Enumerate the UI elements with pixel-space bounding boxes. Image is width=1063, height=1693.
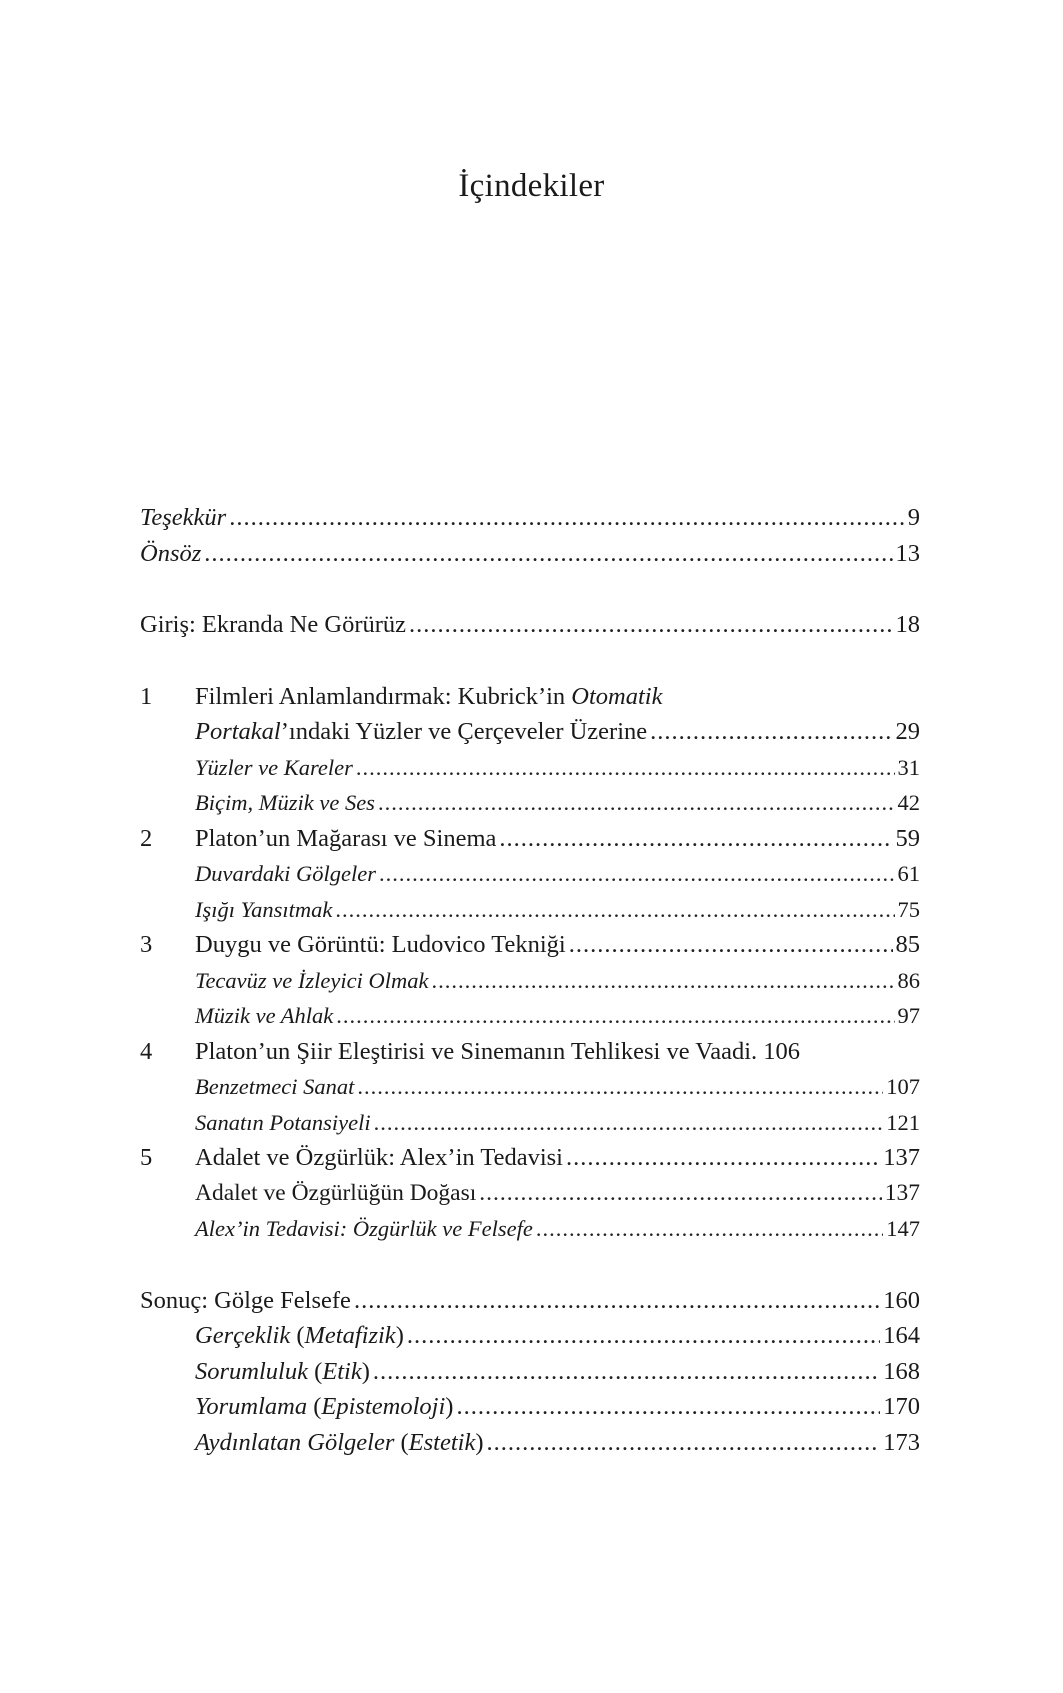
- chapter-number: 5: [140, 1144, 153, 1171]
- toc-entry-title-part: Portakal’ındaki Yüzler ve Çerçeveler Üzerine: [195, 718, 648, 745]
- leader-dots: [650, 714, 892, 750]
- toc-entry-acknowledgements[interactable]: [140, 500, 920, 536]
- toc-entry-title: Biçim, Müzik ve Ses: [195, 790, 375, 815]
- toc-entry-title: Müzik ve Ahlak: [195, 1003, 334, 1028]
- leader-dots: [431, 963, 894, 999]
- toc-page-number: 85: [895, 931, 920, 958]
- toc-page-number: 106: [763, 1037, 800, 1065]
- toc-entry-title: Platon’un Şiir Eleştirisi ve Sinemanın Tehlikesi ve Vaadi.: [195, 1037, 758, 1065]
- leader-dots: [373, 1354, 880, 1390]
- leader-dots: [357, 1069, 883, 1105]
- toc-page-number: 18: [895, 611, 920, 638]
- toc-page-number: 31: [897, 754, 920, 780]
- toc-page-number: 121: [886, 1109, 920, 1135]
- toc-page-number: 107: [886, 1074, 920, 1099]
- toc-page-number: 170: [883, 1393, 920, 1420]
- toc-page-number: 86: [897, 967, 920, 993]
- toc-entry-introduction[interactable]: [140, 607, 920, 643]
- toc-page-number: 59: [895, 824, 920, 852]
- toc-entry-title: Duygu ve Görüntü: Ludovico Tekniği: [195, 931, 566, 958]
- toc-page-number: 173: [883, 1428, 920, 1456]
- toc-page-number: 137: [884, 1179, 920, 1206]
- toc-entry-title: Önsöz: [140, 539, 202, 567]
- chapter-number: 2: [140, 824, 153, 852]
- leader-dots: [409, 607, 892, 643]
- leader-dots: [336, 998, 894, 1034]
- toc-section[interactable]: [140, 998, 920, 1034]
- toc-entry-title: Sonuç: Gölge Felsefe: [140, 1286, 351, 1314]
- toc-chapter-5[interactable]: [140, 1140, 920, 1176]
- toc-entry-title: Duvardaki Gölgeler: [195, 861, 376, 886]
- toc-entry-title: Teşekkür: [140, 504, 227, 531]
- toc-entry-title: Benzetmeci Sanat: [195, 1074, 355, 1099]
- toc-section[interactable]: [140, 1389, 920, 1425]
- leader-dots: [569, 927, 893, 963]
- toc-page-number: 29: [895, 718, 920, 745]
- leader-dots: [379, 856, 895, 892]
- table-of-contents: [140, 500, 920, 1460]
- toc-chapter-4[interactable]: [140, 1034, 920, 1070]
- toc-page-number: 137: [883, 1144, 920, 1171]
- toc-entry-preface[interactable]: [140, 536, 920, 572]
- toc-entry-title: Platon’un Mağarası ve Sinema: [195, 824, 497, 852]
- leader-dots: [456, 1389, 880, 1425]
- leader-dots: [479, 1176, 881, 1212]
- toc-entry-title: Aydınlatan Gölgeler (Estetik): [195, 1428, 484, 1456]
- toc-chapter-1[interactable]: [140, 679, 920, 715]
- toc-section[interactable]: [140, 963, 920, 999]
- toc-chapter-1-continued[interactable]: [140, 714, 920, 750]
- leader-dots: [356, 750, 895, 786]
- toc-page-number: 160: [883, 1286, 920, 1314]
- leader-dots: [378, 785, 895, 821]
- toc-page-number: 13: [895, 539, 920, 567]
- leader-dots: [229, 500, 905, 536]
- toc-section[interactable]: [140, 892, 920, 928]
- toc-entry-title: Alex’in Tedavisi: Özgürlük ve Felsefe: [195, 1216, 533, 1241]
- toc-entry-title: Adalet ve Özgürlüğün Doğası: [195, 1179, 477, 1206]
- toc-section[interactable]: [140, 1211, 920, 1247]
- leader-dots: [407, 1318, 880, 1354]
- leader-dots: [354, 1283, 880, 1319]
- leader-dots: [204, 536, 892, 572]
- toc-entry-title: Adalet ve Özgürlük: Alex’in Tedavisi: [195, 1144, 563, 1171]
- toc-page-number: 61: [897, 861, 920, 886]
- leader-dots: [487, 1425, 881, 1461]
- toc-page-number: 75: [897, 896, 920, 922]
- toc-section[interactable]: [140, 1176, 920, 1212]
- chapter-number: 4: [140, 1037, 153, 1065]
- toc-entry-title: Giriş: Ekranda Ne Görürüz: [140, 611, 407, 638]
- toc-section[interactable]: [140, 1354, 920, 1390]
- toc-entry-title: Yüzler ve Kareler: [195, 754, 353, 780]
- toc-section[interactable]: [140, 1425, 920, 1461]
- leader-dots: [499, 821, 892, 857]
- toc-section[interactable]: [140, 1318, 920, 1354]
- chapter-number: 3: [140, 931, 153, 958]
- toc-page-number: 168: [883, 1357, 920, 1385]
- toc-chapter-2[interactable]: [140, 821, 920, 857]
- toc-page-number: 42: [897, 790, 920, 815]
- leader-dots: [566, 1140, 880, 1176]
- toc-entry-conclusion[interactable]: [140, 1283, 920, 1319]
- toc-section[interactable]: [140, 1105, 920, 1141]
- toc-chapter-3[interactable]: [140, 927, 920, 963]
- toc-page-number: 147: [886, 1216, 920, 1241]
- toc-entry-title: Sanatın Potansiyeli: [195, 1109, 371, 1135]
- toc-entry-title: Yorumlama (Epistemoloji): [195, 1393, 454, 1420]
- toc-page-number: 164: [883, 1322, 920, 1349]
- toc-section[interactable]: [140, 750, 920, 786]
- toc-page-number: 97: [897, 1003, 920, 1028]
- toc-entry-title: Gerçeklik (Metafizik): [195, 1322, 404, 1349]
- page-title: İçindekiler: [458, 168, 605, 204]
- toc-section[interactable]: [140, 856, 920, 892]
- toc-page-number: 9: [907, 504, 920, 531]
- leader-dots: [335, 892, 894, 928]
- leader-dots: [374, 1105, 884, 1141]
- toc-entry-title: Tecavüz ve İzleyici Olmak: [195, 967, 429, 993]
- leader-dots: [536, 1211, 883, 1247]
- toc-section[interactable]: [140, 785, 920, 821]
- toc-entry-title: Sorumluluk (Etik): [195, 1357, 370, 1385]
- toc-entry-title: Işığı Yansıtmak: [195, 896, 333, 922]
- chapter-number: 1: [140, 682, 153, 710]
- toc-entry-title-part: Filmleri Anlamlandırmak: Kubrick’in Otomatik: [195, 682, 663, 710]
- toc-section[interactable]: [140, 1069, 920, 1105]
